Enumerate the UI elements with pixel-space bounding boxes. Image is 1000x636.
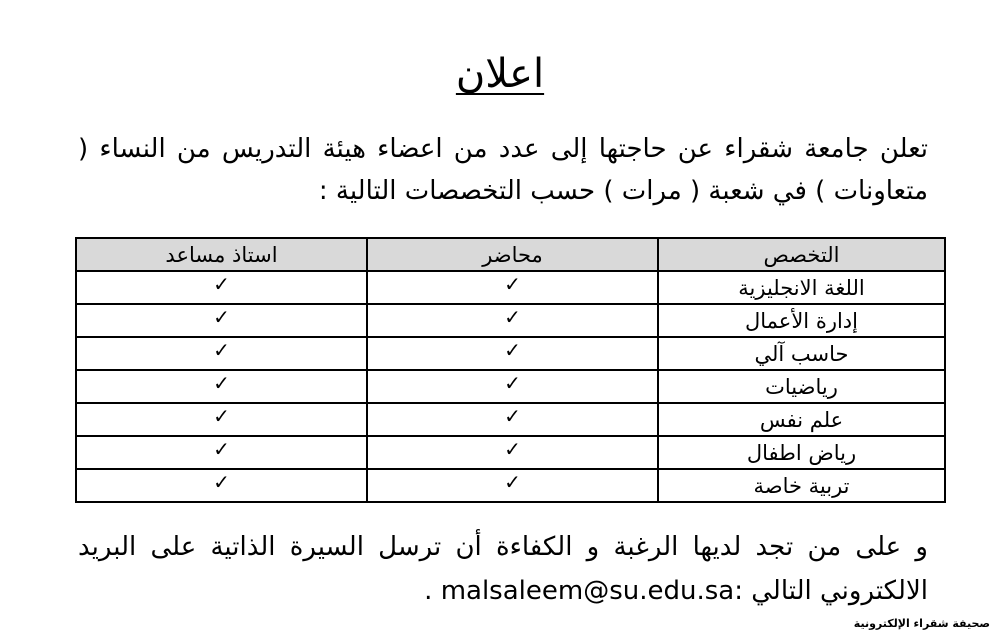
- check-icon: ✓: [504, 271, 521, 296]
- cell-assistant-check: [76, 403, 367, 436]
- cell-assistant-check: [76, 436, 367, 469]
- cell-lecturer-check: [367, 469, 658, 502]
- cell-specialty: تربية خاصة: [658, 469, 945, 502]
- header-lecturer: محاضر: [367, 238, 658, 271]
- table-row: [76, 337, 945, 370]
- check-icon: ✓: [213, 304, 230, 329]
- cell-specialty: إدارة الأعمال: [658, 304, 945, 337]
- announcement-intro: تعلن جامعة شقراء عن حاجتها إلى عدد من اعضاء هيئة التدريس من النساء ( متعاونات ) في شعبة ( مرات ) حسب التخصصات التالية :: [78, 134, 928, 206]
- cell-lecturer-check: [367, 271, 658, 304]
- cell-lecturer-check: [367, 436, 658, 469]
- newspaper-credit: صحيفة شقراء الإلكترونية: [853, 617, 990, 630]
- table-row: [76, 403, 945, 436]
- check-icon: ✓: [504, 370, 521, 395]
- cell-specialty: رياضيات: [658, 370, 945, 403]
- announcement-outro: و على من تجد لديها الرغبة و الكفاءة أن ترسل السيرة الذاتية على البريد الالكتروني التالي :malsaleem@su.edu.sa .: [78, 532, 928, 606]
- check-icon: ✓: [504, 337, 521, 362]
- check-icon: ✓: [504, 469, 521, 494]
- cell-assistant-check: [76, 337, 367, 370]
- announcement-title: [0, 46, 1000, 102]
- table-row: [76, 271, 945, 304]
- table-row: [76, 469, 945, 502]
- cell-lecturer-check: [367, 337, 658, 370]
- check-icon: ✓: [504, 304, 521, 329]
- cell-lecturer-check: [367, 304, 658, 337]
- cell-lecturer-check: [367, 403, 658, 436]
- cell-specialty: علم نفس: [658, 403, 945, 436]
- table-header-row: [76, 238, 945, 271]
- header-specialty: التخصص: [658, 238, 945, 271]
- table-row: [76, 304, 945, 337]
- cell-assistant-check: [76, 370, 367, 403]
- check-icon: ✓: [213, 403, 230, 428]
- table-row: [76, 436, 945, 469]
- check-icon: ✓: [213, 436, 230, 461]
- specialties-table: [75, 237, 946, 503]
- table-row: [76, 370, 945, 403]
- check-icon: ✓: [213, 337, 230, 362]
- announcement-title-text: اعلان: [455, 51, 545, 97]
- cell-specialty: اللغة الانجليزية: [658, 271, 945, 304]
- check-icon: ✓: [504, 436, 521, 461]
- check-icon: ✓: [213, 469, 230, 494]
- cell-specialty: رياض اطفال: [658, 436, 945, 469]
- header-assistant-professor: استاذ مساعد: [76, 238, 367, 271]
- cell-assistant-check: [76, 469, 367, 502]
- check-icon: ✓: [213, 370, 230, 395]
- cell-lecturer-check: [367, 370, 658, 403]
- check-icon: ✓: [504, 403, 521, 428]
- cell-specialty: حاسب آلي: [658, 337, 945, 370]
- cell-assistant-check: [76, 271, 367, 304]
- cell-assistant-check: [76, 304, 367, 337]
- check-icon: ✓: [213, 271, 230, 296]
